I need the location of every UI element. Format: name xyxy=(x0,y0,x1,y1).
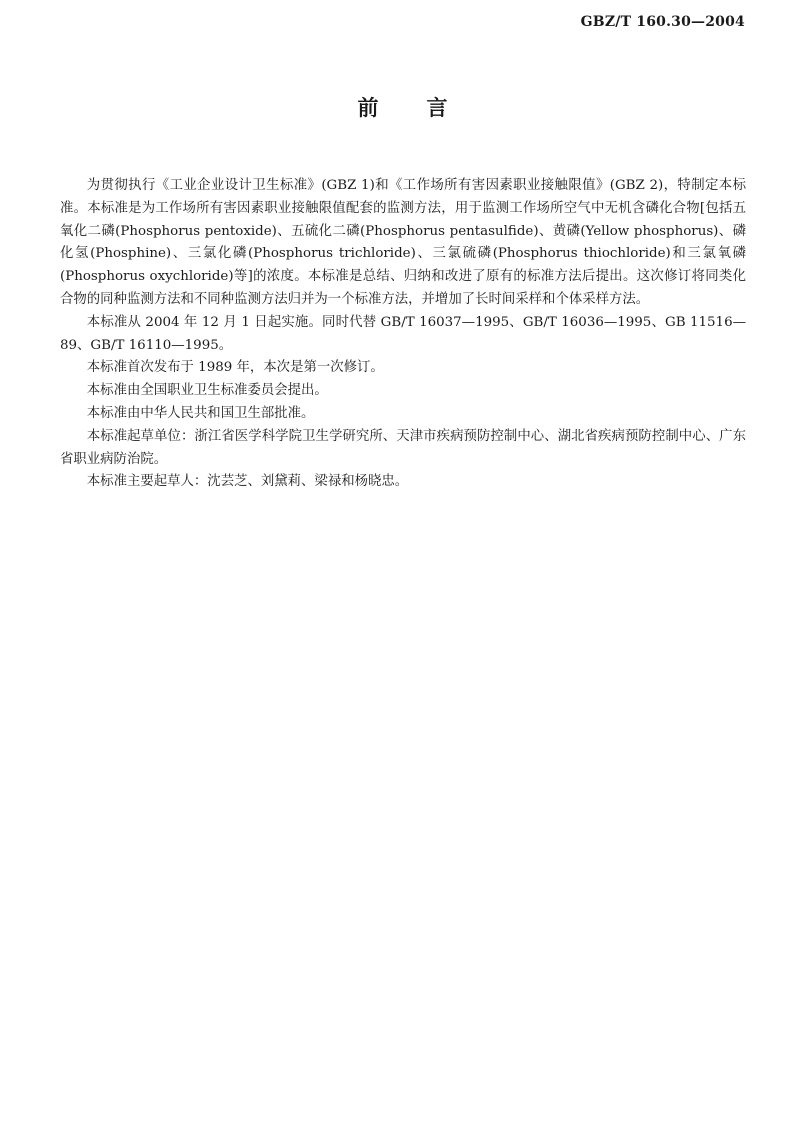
page-title: 前言 xyxy=(357,95,496,120)
paragraph-first-release: 本标准首次发布于 1989 年，本次是第一次修订。 xyxy=(86,360,384,376)
document-body xyxy=(60,175,746,494)
paragraph-effective-date: 本标准从 2004 年 12 月 1 日起实施。同时代替 GB/T 16037—1995、GB/T 16036—1995、GB 11516—89、GB/T 16110—1995。 xyxy=(60,314,746,353)
paragraph-approved-by: 本标准由中华人民共和国卫生部批准。 xyxy=(86,405,315,421)
paragraph-drafting-units: 本标准起草单位：浙江省医学科学院卫生学研究所、天津市疾病预防控制中心、湖北省疾病预防控制中心、广东省职业病防治院。 xyxy=(60,428,746,467)
standard-code: GBZ/T 160.30—2004 xyxy=(580,14,745,30)
paragraph-proposed-by: 本标准由全国职业卫生标准委员会提出。 xyxy=(86,383,328,399)
paragraph-purpose: 为贯彻执行《工业企业设计卫生标准》(GBZ 1)和《工作场所有害因素职业接触限值》(GBZ 2)，特制定本标准。本标准是为工作场所有害因素职业接触限值配套的监测方法，用于监测工作场所空气中无机含磷化合物[包括五氧化二磷(Phosphorus pentoxide)、五硫化二磷(Phosphorus pentasulfide)、黄磷(Yellow phosphorus)、磷化氢(Phosphine)、三氯化磷(Phosphorus trichloride)、三氯硫磷(Phosphorus thiochloride)和三氯氧磷(Phosphorus oxychloride)等]的浓度。本标准是总结、归纳和改进了原有的标准方法后提出。这次修订将同类化合物的同种监测方法和不同种监测方法归并为一个标准方法，并增加了长时间采样和个体采样方法。 xyxy=(60,178,746,307)
paragraph-drafters: 本标准主要起草人：沈芸芝、刘黛莉、梁禄和杨晓忠。 xyxy=(86,474,409,490)
